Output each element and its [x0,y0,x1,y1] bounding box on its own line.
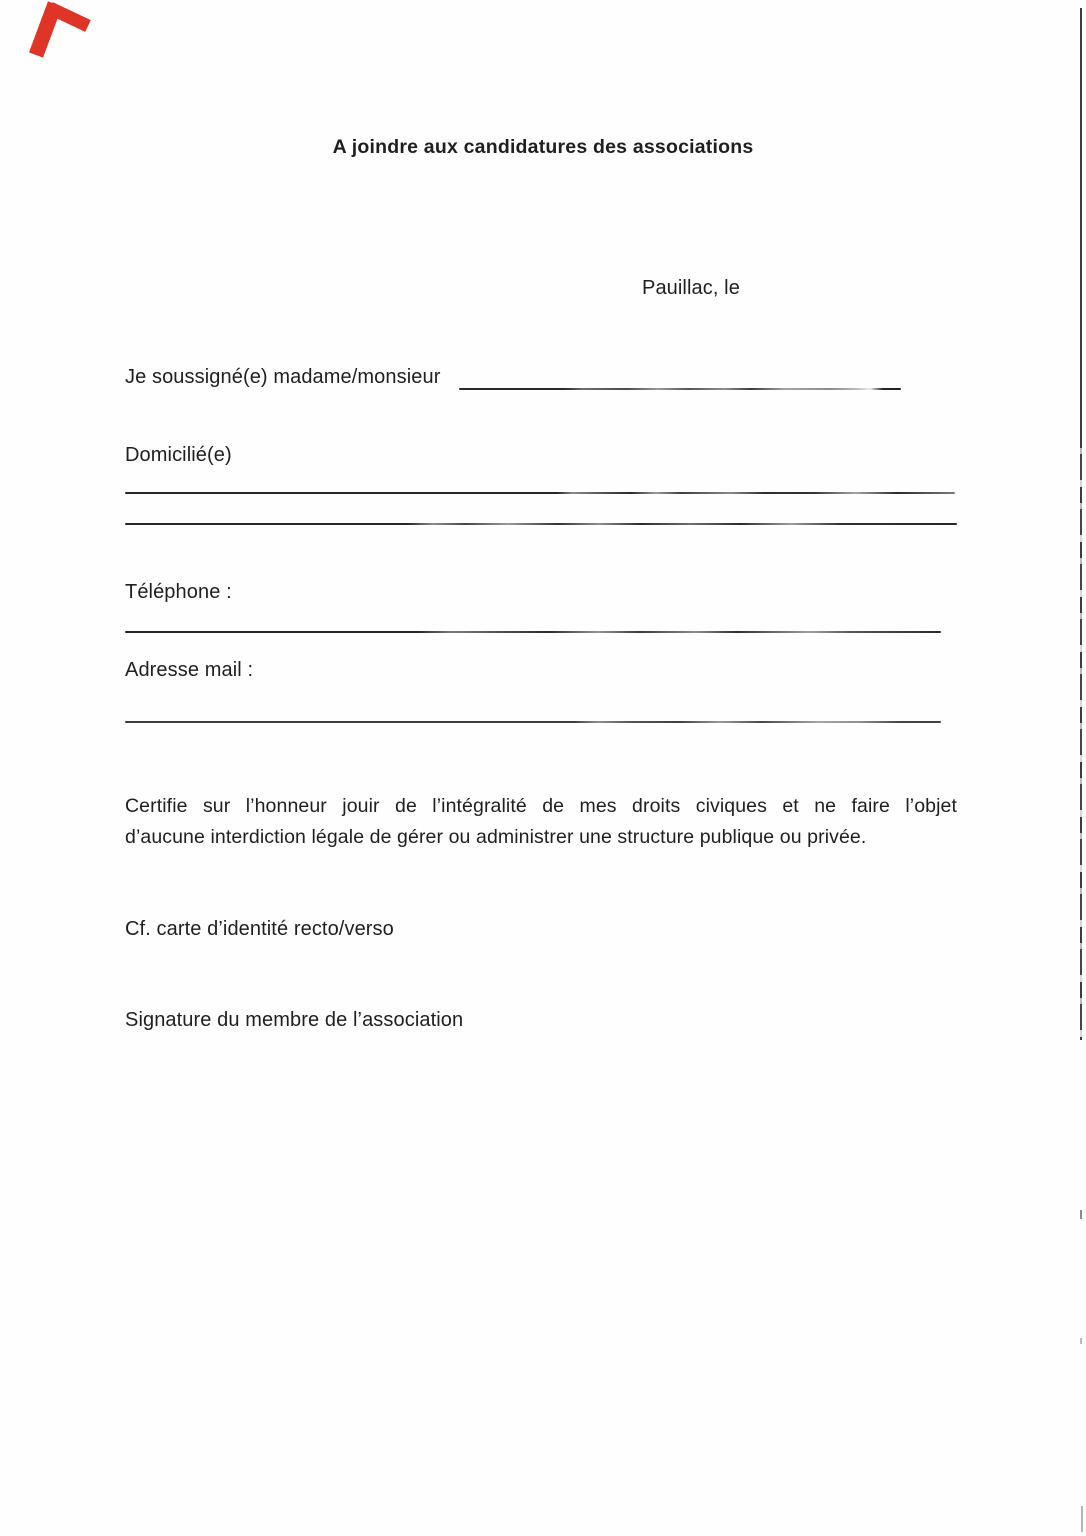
scan-edge-artifact-dot [1080,1338,1082,1344]
red-pen-corner-mark-icon [22,0,96,59]
undersigned-label: Je soussigné(e) madame/monsieur [125,366,441,388]
undersigned-write-in-line [459,388,901,390]
phone-label: Téléphone : [125,581,232,603]
certification-paragraph-line2: d’aucune interdiction légale de gérer ou administrer une structure publique ou privée. [125,826,867,848]
domiciled-write-in-line-1 [125,492,955,494]
page-title: A joindre aux candidatures des associations [332,136,754,158]
domiciled-write-in-line-2 [125,523,957,525]
scan-edge-artifact-line [1080,8,1082,432]
scan-edge-artifact-line-dashed [1080,432,1082,1040]
domiciled-label: Domicilié(e) [125,444,232,466]
email-label: Adresse mail : [125,659,254,681]
certification-paragraph-line1: Certifie sur l’honneur jouir de l’intégralité de mes droits civiques et ne faire l’objet [125,795,957,817]
signature-note: Signature du membre de l’association [125,1009,464,1031]
scan-edge-artifact-dot [1080,1210,1082,1219]
scan-edge-artifact-dot [1081,1506,1083,1532]
email-write-in-line [125,721,941,723]
city-date-line: Pauillac, le [642,277,740,299]
phone-write-in-line [125,631,941,633]
certification-paragraph [125,791,957,853]
id-card-attachment-note: Cf. carte d’identité recto/verso [125,918,394,940]
